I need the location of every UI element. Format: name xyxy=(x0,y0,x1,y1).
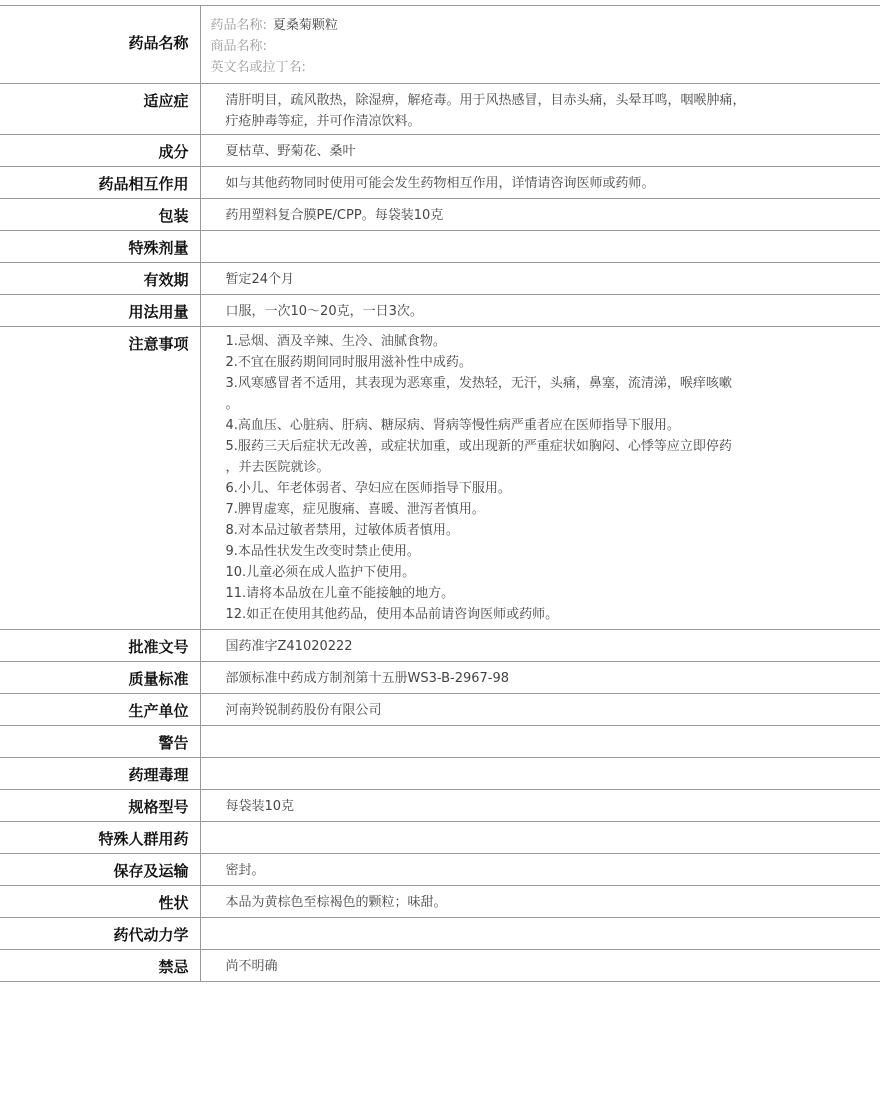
precaution-item: 12.如正在使用其他药品，使用本品前请咨询医师或药师。 xyxy=(225,607,559,622)
precaution-item: 4.高血压、心脏病、肝病、糖尿病、肾病等慢性病严重者应在医师指导下服用。 xyxy=(225,418,680,433)
row-warning xyxy=(0,726,880,758)
row-validity xyxy=(0,263,880,295)
value-pharmacology xyxy=(200,758,880,790)
label-drug-names: 药品名称 xyxy=(0,6,200,84)
row-special-dosage xyxy=(0,231,880,263)
precaution-item: 11.请将本品放在儿童不能接触的地方。 xyxy=(225,586,455,601)
value-specification: 每袋装10克 xyxy=(200,790,880,822)
value-approval-number: 国药准字Z41020222 xyxy=(200,630,880,662)
row-packaging xyxy=(0,199,880,231)
value-warning xyxy=(200,726,880,758)
label-packaging: 包装 xyxy=(0,199,200,231)
label-pharmacology: 药理毒理 xyxy=(0,758,200,790)
label-storage: 保存及运输 xyxy=(0,854,200,886)
row-storage xyxy=(0,854,880,886)
value-precautions xyxy=(200,327,880,630)
row-contraindications xyxy=(0,950,880,982)
label-warning: 警告 xyxy=(0,726,200,758)
value-packaging: 药用塑料复合膜PE/CPP。每袋装10克 xyxy=(200,199,880,231)
label-description: 性状 xyxy=(0,886,200,918)
row-manufacturer xyxy=(0,694,880,726)
value-quality-standard: 部颁标准中药成方制剂第十五册WS3-B-2967-98 xyxy=(200,662,880,694)
row-pharmacokinetics xyxy=(0,918,880,950)
row-pharmacology xyxy=(0,758,880,790)
value-storage: 密封。 xyxy=(200,854,880,886)
label-ingredients: 成分 xyxy=(0,135,200,167)
trade-name-line xyxy=(211,36,880,57)
label-manufacturer: 生产单位 xyxy=(0,694,200,726)
label-special-populations: 特殊人群用药 xyxy=(0,822,200,854)
drug-info-table xyxy=(0,5,880,982)
label-contraindications: 禁忌 xyxy=(0,950,200,982)
precaution-item: 2.不宜在服药期间同时服用滋补性中成药。 xyxy=(225,355,472,370)
value-interactions: 如与其他药物同时使用可能会发生药物相互作用，详情请咨询医师或药师。 xyxy=(200,167,880,199)
english-name-label: 英文名或拉丁名: xyxy=(210,60,306,75)
row-usage xyxy=(0,295,880,327)
label-interactions: 药品相互作用 xyxy=(0,167,200,199)
english-name-line xyxy=(211,57,880,78)
label-pharmacokinetics: 药代动力学 xyxy=(0,918,200,950)
precaution-item: 3.风寒感冒者不适用，其表现为恶寒重，发热轻，无汗，头痛，鼻塞，流清涕，喉痒咳嗽 xyxy=(225,376,732,391)
precaution-item: 6.小儿、年老体弱者、孕妇应在医师指导下服用。 xyxy=(225,481,511,496)
precaution-item: 1.忌烟、酒及辛辣、生冷、油腻食物。 xyxy=(225,334,446,349)
precaution-item: 5.服药三天后症状无改善，或症状加重，或出现新的严重症状如胸闷、心悸等应立即停药 xyxy=(225,439,732,454)
value-contraindications: 尚不明确 xyxy=(200,950,880,982)
precaution-item: 8.对本品过敏者禁用，过敏体质者慎用。 xyxy=(225,523,459,538)
row-quality-standard xyxy=(0,662,880,694)
row-indications xyxy=(0,84,880,135)
value-drug-names xyxy=(200,6,880,84)
label-specification: 规格型号 xyxy=(0,790,200,822)
generic-name-value: 夏桑菊颗粒 xyxy=(272,18,338,33)
generic-name-label: 药品名称: xyxy=(210,18,267,33)
label-special-dosage: 特殊剂量 xyxy=(0,231,200,263)
value-special-populations xyxy=(200,822,880,854)
row-approval-number xyxy=(0,630,880,662)
value-usage: 口服，一次10～20克，一日3次。 xyxy=(200,295,880,327)
value-ingredients: 夏枯草、野菊花、桑叶 xyxy=(200,135,880,167)
value-manufacturer: 河南羚锐制药股份有限公司 xyxy=(200,694,880,726)
row-description xyxy=(0,886,880,918)
indications-line-2: 疔疮肿毒等症，并可作清凉饮料。 xyxy=(225,114,421,129)
row-precautions xyxy=(0,327,880,630)
trade-name-label: 商品名称: xyxy=(210,39,267,54)
row-ingredients xyxy=(0,135,880,167)
indications-line-1: 清肝明目，疏风散热，除湿痹，解疮毒。用于风热感冒，目赤头痛，头晕耳鸣，咽喉肿痛， xyxy=(225,93,746,108)
precaution-item: 10.儿童必须在成人监护下使用。 xyxy=(225,565,416,580)
label-validity: 有效期 xyxy=(0,263,200,295)
label-approval-number: 批准文号 xyxy=(0,630,200,662)
value-description: 本品为黄棕色至棕褐色的颗粒；味甜。 xyxy=(200,886,880,918)
label-usage: 用法用量 xyxy=(0,295,200,327)
row-interactions xyxy=(0,167,880,199)
precaution-item: 9.本品性状发生改变时禁止使用。 xyxy=(225,544,420,559)
value-pharmacokinetics xyxy=(200,918,880,950)
label-quality-standard: 质量标准 xyxy=(0,662,200,694)
value-special-dosage xyxy=(200,231,880,263)
precaution-item-continued: ，并去医院就诊。 xyxy=(225,460,330,475)
label-precautions: 注意事项 xyxy=(0,327,200,630)
row-specification xyxy=(0,790,880,822)
generic-name-line xyxy=(211,15,880,36)
precaution-item: 7.脾胃虚寒，症见腹痛、喜暖、泄泻者慎用。 xyxy=(225,502,485,517)
precaution-item-continued: 。 xyxy=(225,397,239,412)
row-drug-names xyxy=(0,6,880,84)
value-indications xyxy=(200,84,880,135)
label-indications: 适应症 xyxy=(0,84,200,135)
row-special-populations xyxy=(0,822,880,854)
value-validity: 暂定24个月 xyxy=(200,263,880,295)
